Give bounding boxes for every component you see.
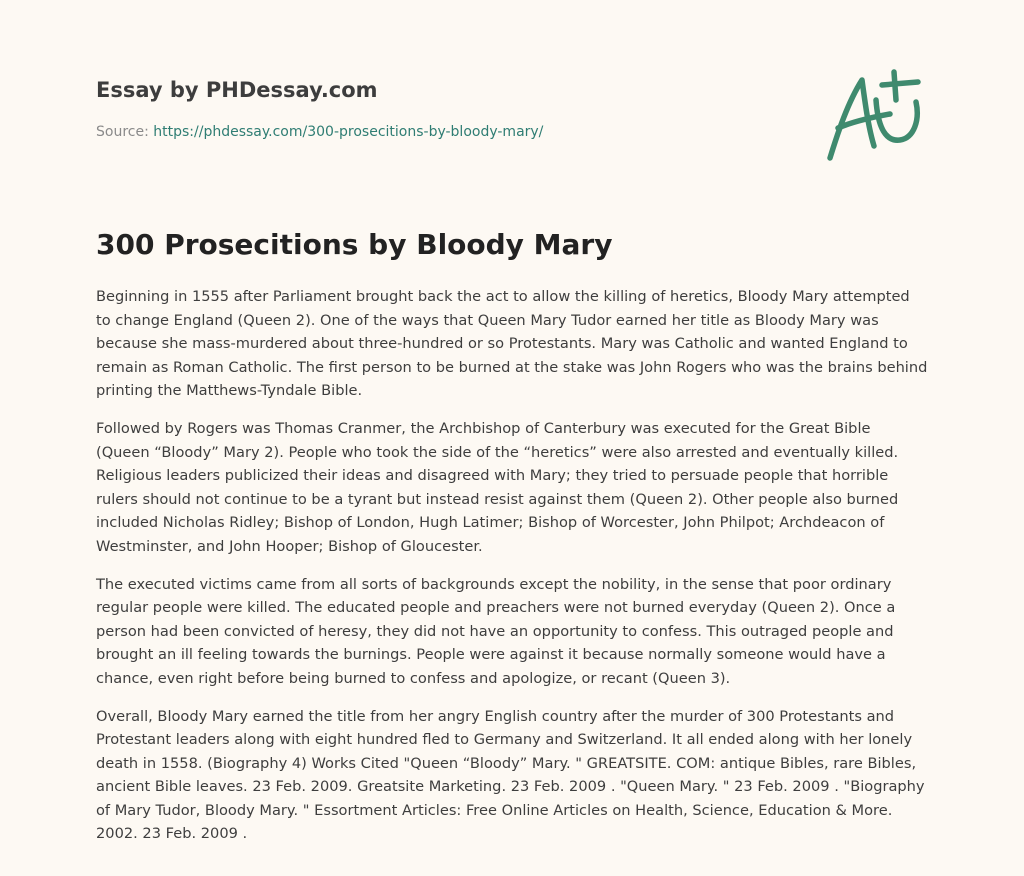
essay-paragraph: The executed victims came from all sorts of backgrounds except the nobility, in the sense that poor ordinary regular people were killed. The educated people and preachers were not burned everyday (Queen 2). Once a person had been convicted of heresy, they did not have an opportunity to confess. This outraged people and brought an ill feeling towards the burnings. People were against it because normally someone would have a chance, even right before being burned to confess and apologize, or recant (Queen 3). [96, 575, 896, 687]
essay-paragraph: Beginning in 1555 after Parliament brought back the act to allow the killing of heretics, Bloody Mary attempted to change England (Queen 2). One of the ways that Queen Mary Tudor earned her title as Bloody Mary was because she mass-murdered about three-hundred or so Protestants. Mary was Catholic and wanted England to remain as Roman Catholic. The first person to be burned at the stake was John Rogers who was the brains behind printing the Matthews-Tyndale Bible. [96, 288, 928, 400]
site-header [96, 76, 796, 140]
a-plus-logo-icon [818, 66, 930, 166]
source-link[interactable]: https://phdessay.com/300-prosecitions-by-bloody-mary/ [153, 124, 544, 140]
source-label: Source: [96, 124, 149, 140]
essay-paragraph: Overall, Bloody Mary earned the title from her angry English country after the murder of 300 Protestants and Protestant leaders along with eight hundred fled to Germany and Switzerland. It all ended along with her lonely death in 1558. (Biography 4) Works Cited "Queen “Bloody” Mary. " GREATSITE. COM: antique Bibles, rare Bibles, ancient Bible leaves. 23 Feb. 2009. Greatsite Marketing. 23 Feb. 2009 . "Queen Mary. " 23 Feb. 2009 . "Biography of Mary Tudor, Bloody Mary. " Essortment Articles: Free Online Articles on Health, Science, Education & More. 2002. 23 Feb. 2009 . [96, 707, 925, 843]
source-line [96, 124, 543, 140]
essay-paragraph: Followed by Rogers was Thomas Cranmer, the Archbishop of Canterbury was executed for the Great Bible (Queen “Bloody” Mary 2). People who took the side of the “heretics” were also arrested and eventually killed. Religious leaders publicized their ideas and disagreed with Mary; they tried to persuade people that horrible rulers should not continue to be a tyrant but instead resist against them (Queen 2). Other people also burned included Nicholas Ridley; Bishop of London, Hugh Latimer; Bishop of Worcester, John Philpot; Archdeacon of Westminster, and John Hooper; Bishop of Gloucester. [96, 419, 899, 555]
essay-body [96, 285, 928, 860]
site-brand: Essay by PHDessay.com [96, 78, 378, 102]
essay-title: 300 Prosecitions by Bloody Mary [96, 228, 613, 261]
